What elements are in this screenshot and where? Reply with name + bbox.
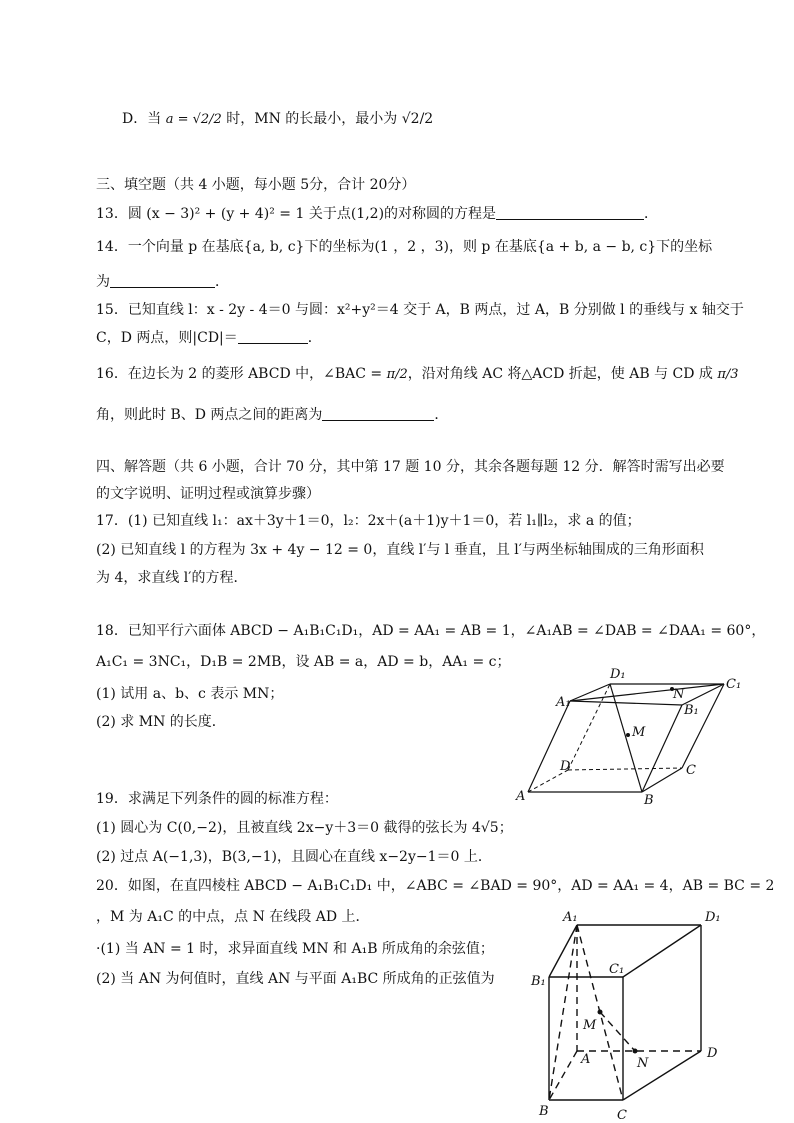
figure-prism	[525, 905, 750, 1123]
point-m	[598, 1010, 603, 1015]
label-m: M	[583, 1018, 597, 1033]
edge-ab-hidden	[549, 1051, 577, 1100]
option-d	[122, 108, 433, 130]
q16-frac1-text: π/2	[386, 366, 408, 382]
q17-2b: 为 4，求直线 l′的方程．	[96, 570, 248, 586]
q18-4: (2) 求 MN 的长度．	[96, 714, 226, 730]
q20-1: 20．如图，在直四棱柱 ABCD − A₁B₁C₁D₁ 中，∠ABC = ∠BAD = 90°，AD = AA₁ = 4，AB = BC = 2	[96, 878, 775, 894]
q18-1: 18．已知平行六面体 ABCD − A₁B₁C₁D₁，AD = AA₁ = AB = 1，∠A₁AB = ∠DAB = ∠DAA₁ = 60°，	[96, 623, 766, 639]
label-d1: D₁	[705, 910, 721, 925]
label-d: D	[707, 1046, 718, 1061]
label-c: C	[686, 763, 696, 778]
option-d-cond-text: a = √2/2	[165, 111, 222, 127]
q16-frac2	[717, 367, 738, 382]
label-b: B	[644, 793, 654, 808]
label-a: A	[581, 1052, 591, 1067]
option-d-mid: 时，MN 的长最小，最小为	[226, 111, 398, 127]
option-d-cond	[166, 112, 222, 127]
q19-2: (2) 过点 A(−1,3)，B(3,−1)，且圆心在直线 x−2y−1＝0 上．	[96, 849, 492, 865]
q16-line1b: ，沿对角线 AC 将△ACD 折起，使 AB 与 CD 成	[407, 366, 713, 382]
q17-1: 17．(1) 已知直线 l₁：ax＋3y＋1＝0，l₂：2x＋(a＋1)y＋1＝0，若 l₁∥l₂，求 a 的值；	[96, 513, 641, 529]
q14-line2: 为 ．	[96, 274, 229, 290]
section4-heading1: 四、解答题（共 6 小题，合计 70 分，其中第 17 题 10 分，其余各题每题 12 分．解答时需写出必要	[96, 459, 725, 475]
q15-line2-text: C，D 两点，则|CD|＝	[96, 330, 238, 346]
point-n	[633, 1049, 638, 1054]
label-n: N	[637, 1056, 649, 1071]
option-d-prefix: D．当	[122, 111, 162, 127]
q20-2: ，M 为 A₁C 的中点，点 N 在线段 AD 上．	[96, 909, 370, 925]
q16-frac2-text: π/3	[717, 366, 739, 382]
q19-0: 19．求满足下列条件的圆的标准方程：	[96, 791, 338, 807]
label-c1: C₁	[609, 962, 625, 977]
q13-blank	[496, 205, 644, 220]
q14-blank	[110, 273, 215, 288]
edge-a1b1	[570, 701, 682, 705]
q15-blank	[238, 329, 308, 344]
q17-2a: (2) 已知直线 l 的方程为 3x + 4y − 12 = 0，直线 l′与 l 垂直，且 l′与两坐标轴围成的三角形面积	[96, 542, 704, 558]
q16-line2: 角，则此时 B、D 两点之间的距离为 ．	[96, 407, 449, 423]
figure-parallelepiped	[510, 660, 755, 810]
edge-bb1	[642, 705, 682, 792]
q13: 13．圆 (x − 3)² + (y + 4)² = 1 关于点(1,2)的对称圆的方程是 ．	[96, 206, 659, 222]
q14-line2-text: 为	[96, 274, 110, 290]
label-a1: A₁	[556, 695, 571, 710]
label-b: B	[539, 1104, 549, 1119]
q16-line1a: 16．在边长为 2 的菱形 ABCD 中，∠BAC =	[96, 366, 383, 382]
label-n: N	[673, 687, 685, 702]
edge-c1d1	[623, 925, 701, 977]
label-d1: D₁	[610, 667, 626, 682]
label-c: C	[617, 1108, 627, 1123]
section4-heading2: 的文字说明、证明过程或演算步骤）	[96, 486, 320, 502]
label-b1: B₁	[684, 703, 699, 718]
edge-aa1	[528, 701, 570, 792]
q16-line1	[96, 362, 739, 386]
edge-b1c1	[682, 684, 724, 705]
option-d-value: √2/2	[401, 111, 434, 127]
label-a: A	[516, 789, 526, 804]
label-c1: C₁	[726, 677, 742, 692]
q16-frac1	[387, 367, 408, 382]
edge-dc-hidden	[568, 768, 682, 770]
q18-2: A₁C₁ = 3NC₁，D₁B = 2MB，设 AB = a，AD = b，AA₁ = c；	[96, 654, 511, 670]
label-b1: B₁	[531, 974, 546, 989]
q15-line2: C，D 两点，则|CD|＝ ．	[96, 330, 322, 346]
q18-3: (1) 试用 a、b、c 表示 MN；	[96, 686, 284, 702]
q14-line1: 14．一个向量 p 在基底{a, b, c}下的坐标为(1 ，2 ，3)，则 p 在基底{a + b, a − b, c}下的坐标	[96, 239, 713, 255]
q13-text: 13．圆 (x − 3)² + (y + 4)² = 1 关于点(1,2)的对称圆的方程是	[96, 206, 497, 222]
label-a1: A₁	[563, 910, 578, 925]
point-m	[626, 733, 630, 737]
edge-cc1	[682, 684, 724, 768]
q15-line1: 15．已知直线 l：x - 2y - 4＝0 与圆：x²+y²＝4 交于 A，B 两点，过 A，B 分别做 l 的垂线与 x 轴交于	[96, 302, 744, 318]
section3-heading: 三、填空题（共 4 小题，每小题 5分，合计 20分）	[96, 177, 416, 193]
label-d: D	[560, 759, 571, 774]
q20-4: (2) 当 AN 为何值时，直线 AN 与平面 A₁BC 所成角的正弦值为	[96, 971, 495, 987]
q16-line2-text: 角，则此时 B、D 两点之间的距离为	[96, 407, 323, 423]
q19-1: (1) 圆心为 C(0,−2)，且被直线 2x−y＋3＝0 截得的弦长为 4√5；	[96, 820, 513, 836]
edge-cd	[623, 1051, 701, 1100]
label-m: M	[632, 725, 646, 740]
q16-blank	[322, 406, 434, 421]
q20-3: ·(1) 当 AN = 1 时，求异面直线 MN 和 A₁B 所成角的余弦值；	[96, 941, 494, 957]
diag-a1c1	[570, 684, 724, 701]
